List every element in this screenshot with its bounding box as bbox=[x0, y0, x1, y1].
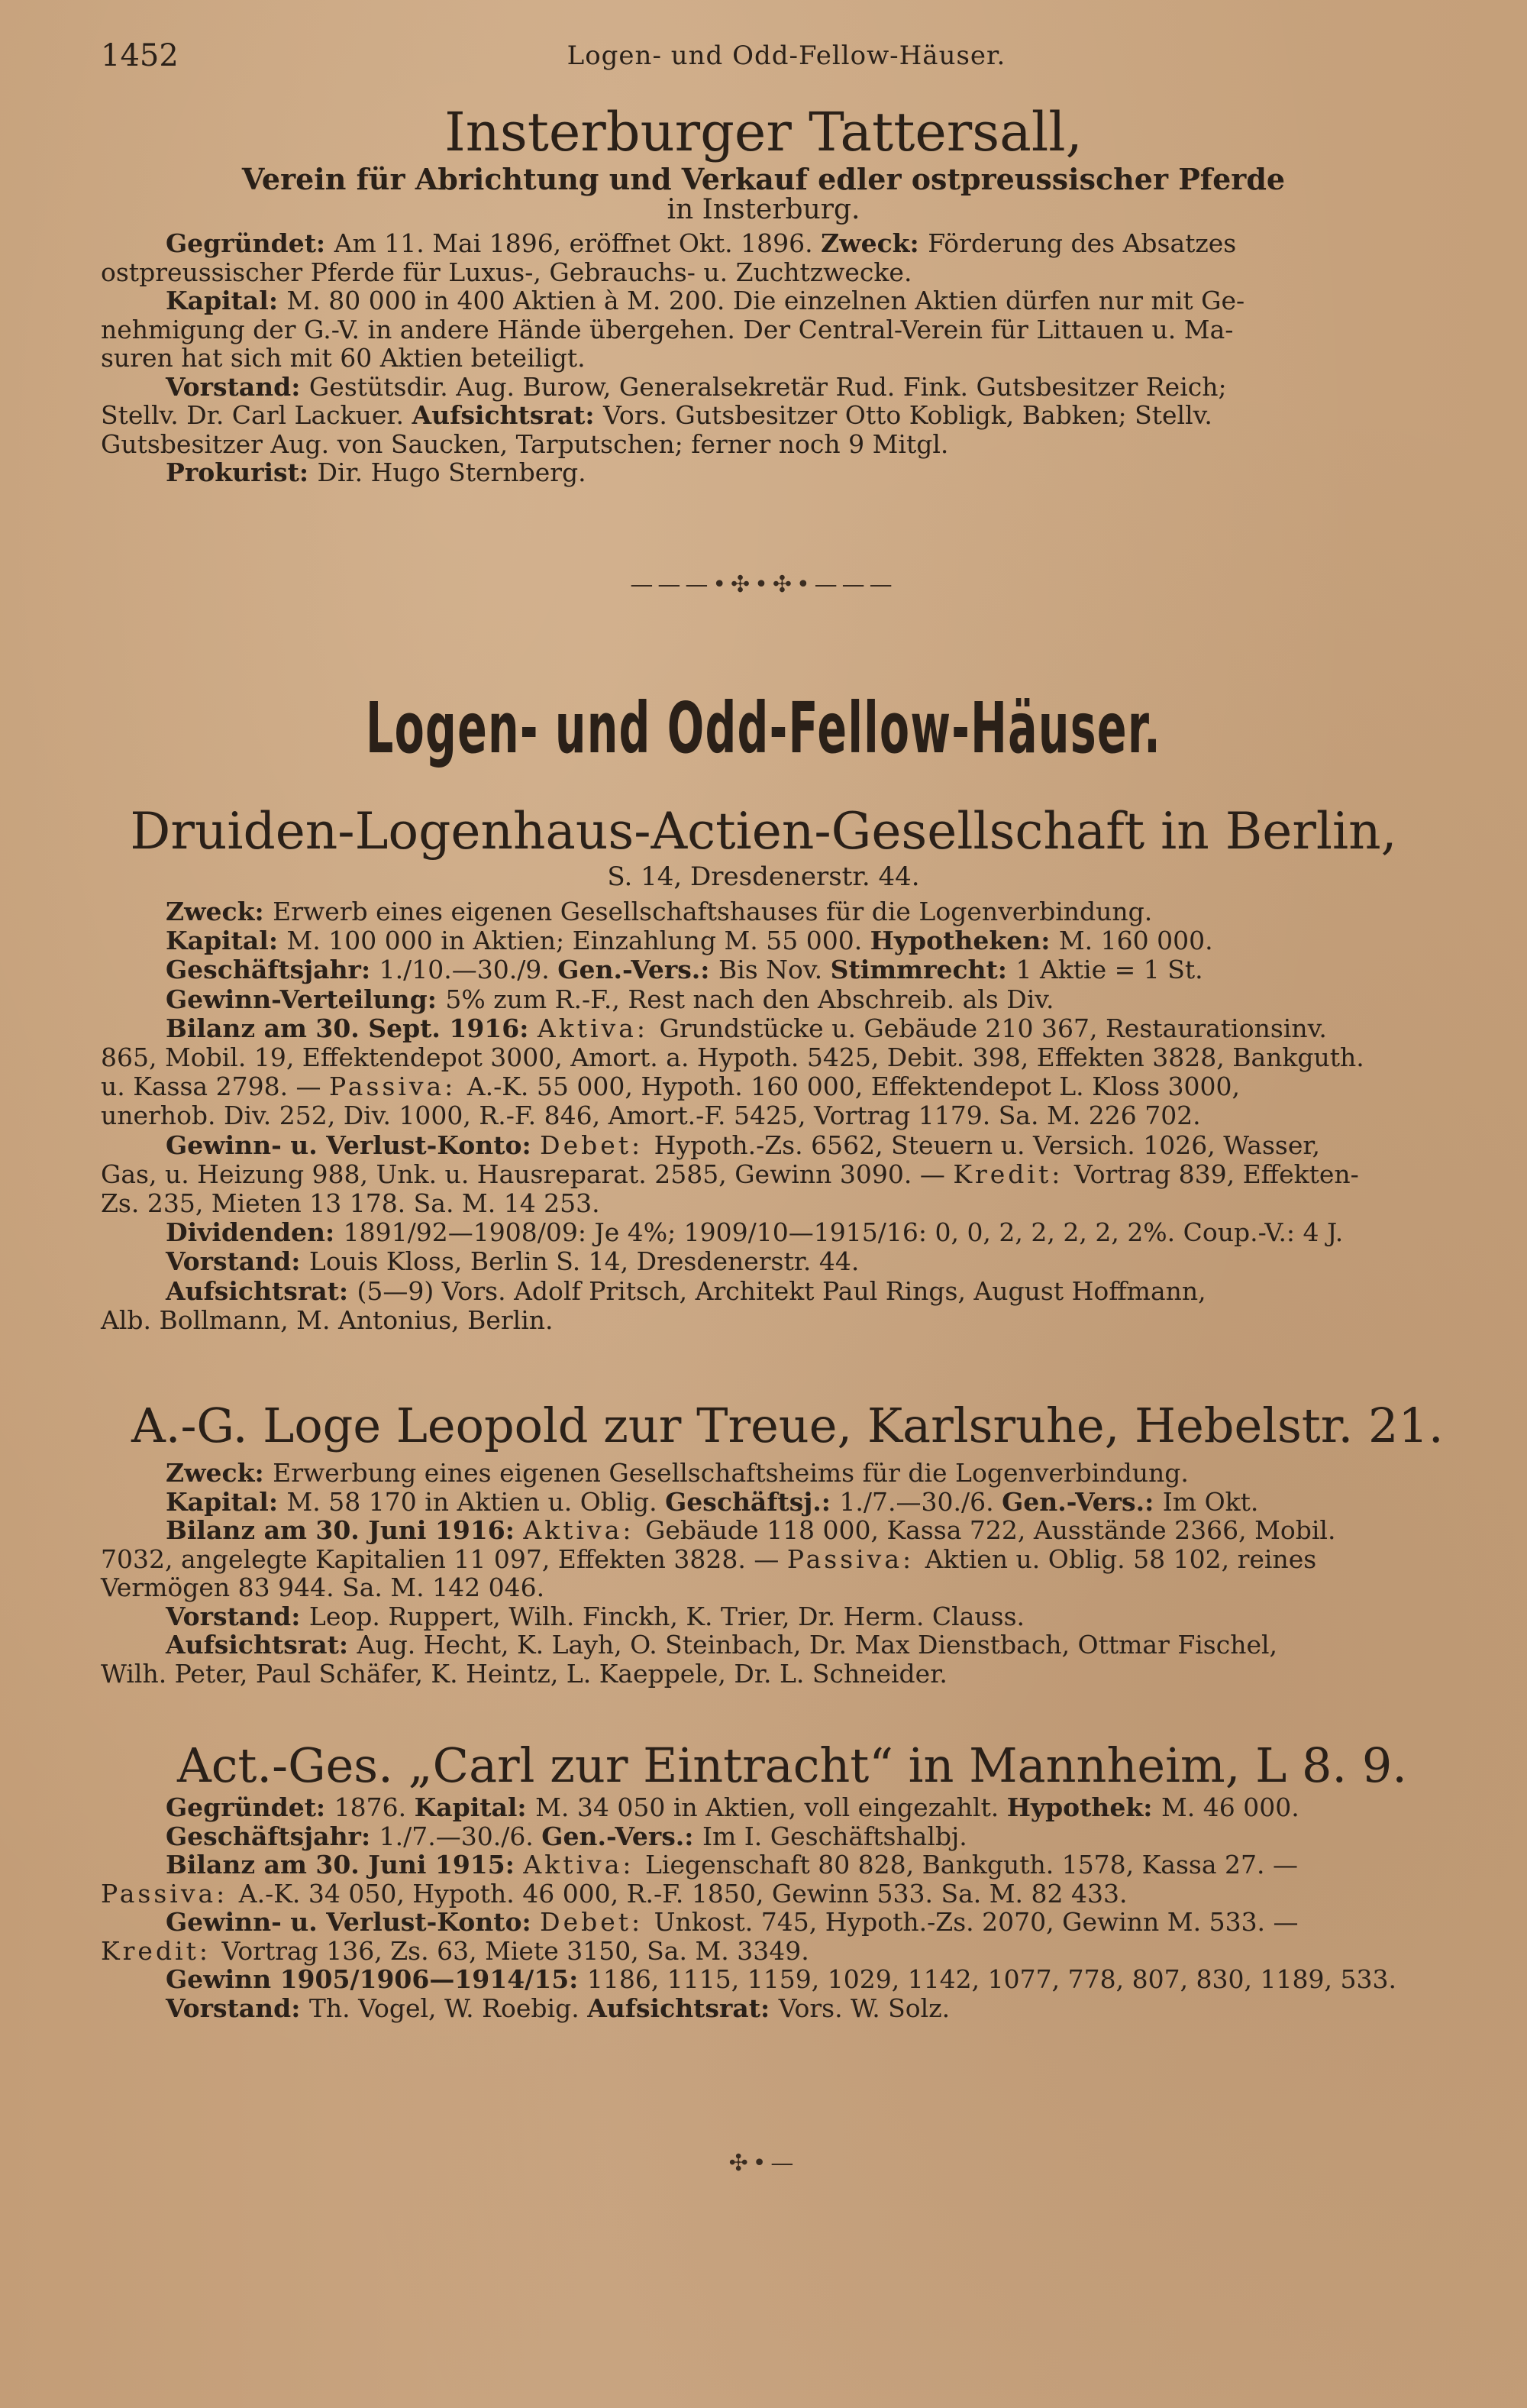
field-label: Gegründet: bbox=[166, 1792, 334, 1822]
text-line bbox=[101, 1072, 1474, 1101]
spaced-label: Aktiva: bbox=[523, 1850, 645, 1880]
field-text: A.-K. 55 000, Hypoth. 160 000, Effektendepot L. Kloss 3000, bbox=[466, 1071, 1241, 1102]
field-label: Aufsichtsrat: bbox=[412, 400, 604, 430]
field-text: Im I. Geschäftshalbj. bbox=[702, 1821, 967, 1851]
text-line bbox=[101, 315, 1474, 344]
field-text: Aug. Hecht, K. Layh, O. Steinbach, Dr. Max Dienstbach, Ottmar Fischel, bbox=[357, 1630, 1278, 1660]
text-line bbox=[101, 1306, 1474, 1335]
field-label: Kapital: bbox=[166, 926, 287, 956]
field-label: Bilanz am 30. Sept. 1916: bbox=[166, 1013, 538, 1043]
field-text: M. 34 050 in Aktien, voll eingezahlt. bbox=[535, 1792, 1007, 1822]
spaced-label: Aktiva: bbox=[523, 1515, 645, 1545]
text-line bbox=[101, 344, 1474, 373]
spaced-label: Kredit: bbox=[101, 1935, 222, 1966]
field-text: Leop. Ruppert, Wilh. Finckh, K. Trier, Dr. Herm. Clauss. bbox=[308, 1601, 1025, 1631]
field-text: Gutsbesitzer Aug. von Saucken, Tarputschen; ferner noch 9 Mitgl. bbox=[101, 428, 949, 459]
field-label: Geschäftsjahr: bbox=[166, 955, 379, 985]
text-line bbox=[101, 1602, 1474, 1631]
field-label: Kapital: bbox=[414, 1792, 536, 1822]
text-line bbox=[101, 1880, 1474, 1909]
text-line bbox=[101, 1488, 1474, 1517]
field-text: Vortrag 136, Zs. 63, Miete 3150, Sa. M. 3349. bbox=[221, 1935, 809, 1966]
field-text: Unkost. 745, Hypoth.-Zs. 2070, Gewinn M. 533. — bbox=[654, 1907, 1299, 1937]
ornament-divider: ———•✣•✣•——— bbox=[630, 571, 897, 598]
field-text: u. Kassa 2798. — bbox=[101, 1071, 330, 1102]
field-text: Liegenschaft 80 828, Bankguth. 1578, Kassa 27. — bbox=[644, 1850, 1298, 1880]
field-text: Bis Nov. bbox=[718, 955, 831, 985]
text-line bbox=[101, 1043, 1474, 1072]
text-line bbox=[101, 926, 1474, 955]
field-label: Bilanz am 30. Juni 1916: bbox=[166, 1515, 524, 1545]
field-text: Th. Vogel, W. Roebig. bbox=[308, 1993, 588, 2023]
field-text: Förderung des Absatzes bbox=[928, 228, 1237, 258]
text-line bbox=[101, 373, 1474, 402]
text-line bbox=[101, 1131, 1474, 1160]
field-text: A.-K. 34 050, Hypoth. 46 000, R.-F. 1850, Gewinn 533. Sa. M. 82 433. bbox=[238, 1878, 1128, 1909]
field-text: Gas, u. Heizung 988, Unk. u. Hausreparat. 2585, Gewinn 3090. — bbox=[101, 1159, 954, 1189]
field-text: M. 160 000. bbox=[1058, 926, 1213, 956]
text-line bbox=[101, 1545, 1474, 1574]
field-text: 5% zum R.-F., Rest nach den Abschreib. als Div. bbox=[445, 984, 1054, 1014]
field-text: Vermögen 83 944. Sa. M. 142 046. bbox=[101, 1572, 545, 1602]
field-label: Stimmrecht: bbox=[830, 955, 1016, 985]
text-line bbox=[101, 1189, 1474, 1218]
text-line bbox=[101, 1994, 1474, 2023]
text-line bbox=[101, 985, 1474, 1014]
field-text: 1876. bbox=[334, 1792, 415, 1822]
entry2-address: S. 14, Dresdenerstr. 44. bbox=[607, 861, 920, 892]
text-line bbox=[101, 1631, 1474, 1660]
field-label: Hypothek: bbox=[1006, 1792, 1161, 1822]
spaced-label: Aktiva: bbox=[537, 1013, 660, 1043]
text-line bbox=[101, 1660, 1474, 1689]
page-number: 1452 bbox=[101, 38, 179, 73]
field-text: 1./7.—30./6. bbox=[379, 1821, 542, 1851]
field-text: Louis Kloss, Berlin S. 14, Dresdenerstr. 44. bbox=[308, 1246, 860, 1277]
field-text: Grundstücke u. Gebäude 210 367, Restaurationsinv. bbox=[659, 1013, 1327, 1043]
field-label: Kapital: bbox=[166, 286, 287, 315]
field-label: Gewinn-Verteilung: bbox=[166, 984, 446, 1014]
text-line bbox=[101, 430, 1474, 459]
text-line bbox=[101, 1965, 1474, 1994]
field-text: Hypoth.-Zs. 6562, Steuern u. Versich. 1026, Wasser, bbox=[654, 1130, 1321, 1160]
field-label: Zweck: bbox=[166, 1458, 273, 1488]
field-text: M. 100 000 in Aktien; Einzahlung M. 55 000. bbox=[286, 926, 870, 956]
field-label: Vorstand: bbox=[166, 371, 309, 402]
field-text: Am 11. Mai 1896, eröffnet Okt. 1896. bbox=[334, 228, 822, 258]
field-text: Im Okt. bbox=[1162, 1486, 1259, 1517]
entry4-title: Act.-Ges. „Carl zur Eintracht“ in Mannheim, L 8. 9. bbox=[177, 1737, 1408, 1793]
field-text: nehmigung der G.-V. in andere Hände übergehen. Der Central-Verein für Littauen u. Ma- bbox=[101, 314, 1234, 344]
field-text: 865, Mobil. 19, Effektendepot 3000, Amort. a. Hypoth. 5425, Debit. 398, Effekten 3828, Bankguth. bbox=[101, 1042, 1364, 1072]
field-label: Bilanz am 30. Juni 1915: bbox=[166, 1850, 524, 1880]
field-label: Zweck: bbox=[821, 228, 928, 258]
field-text: Vortrag 839, Effekten- bbox=[1073, 1159, 1359, 1189]
entry1-location: in Insterburg. bbox=[667, 194, 860, 225]
field-text: Wilh. Peter, Paul Schäfer, K. Heintz, L. Kaeppele, Dr. L. Schneider. bbox=[101, 1658, 948, 1689]
field-label: Vorstand: bbox=[166, 1601, 309, 1631]
field-text: Erwerbung eines eigenen Gesellschaftsheims für die Logenverbindung. bbox=[273, 1458, 1189, 1488]
text-line bbox=[101, 1793, 1474, 1822]
text-line bbox=[101, 1101, 1474, 1130]
text-line bbox=[101, 1908, 1474, 1937]
field-text: 1186, 1115, 1159, 1029, 1142, 1077, 778, 807, 830, 1189, 533. bbox=[586, 1964, 1396, 1994]
field-text: (5—9) Vors. Adolf Pritsch, Architekt Paul Rings, August Hoffmann, bbox=[357, 1275, 1206, 1306]
spaced-label: Kredit: bbox=[953, 1159, 1074, 1189]
text-line bbox=[101, 1218, 1474, 1247]
spaced-label: Passiva: bbox=[101, 1878, 239, 1909]
field-label: Gen.-Vers.: bbox=[557, 955, 718, 985]
text-line bbox=[101, 1459, 1474, 1488]
spaced-label: Passiva: bbox=[786, 1543, 925, 1574]
field-label: Aufsichtsrat: bbox=[587, 1993, 779, 2023]
field-label: Aufsichtsrat: bbox=[166, 1630, 357, 1660]
field-label: Aufsichtsrat: bbox=[166, 1275, 357, 1306]
field-text: Gebäude 118 000, Kassa 722, Ausstände 2366, Mobil. bbox=[644, 1515, 1336, 1545]
ornament-divider-bottom: ✣•— bbox=[728, 2150, 799, 2177]
field-text: Erwerb eines eigenen Gesellschaftshauses für die Logenverbindung. bbox=[273, 897, 1153, 926]
entry2-title: Druiden-Logenhaus-Actien-Gesellschaft in Berlin, bbox=[130, 802, 1397, 861]
spaced-label: Debet: bbox=[540, 1130, 654, 1160]
field-text: Gestütsdir. Aug. Burow, Generalsekretär Rud. Fink. Gutsbesitzer Reich; bbox=[308, 371, 1227, 402]
text-line bbox=[101, 1160, 1474, 1189]
text-line bbox=[101, 1937, 1474, 1966]
field-label: Kapital: bbox=[166, 1486, 287, 1517]
text-line bbox=[101, 401, 1474, 430]
field-text: unerhob. Div. 252, Div. 1000, R.-F. 846, Amort.-F. 5425, Vortrag 1179. Sa. M. 226 702. bbox=[101, 1101, 1201, 1131]
text-line bbox=[101, 1850, 1474, 1880]
field-label: Gewinn- u. Verlust-Konto: bbox=[166, 1130, 541, 1160]
running-head bbox=[101, 37, 1472, 75]
field-text: Stellv. Dr. Carl Lackuer. bbox=[101, 400, 412, 430]
field-label: Gegründet: bbox=[166, 228, 334, 258]
entry3-title: A.-G. Loge Leopold zur Treue, Karlsruhe, Hebelstr. 21. bbox=[131, 1398, 1444, 1453]
field-label: Vorstand: bbox=[166, 1993, 309, 2023]
field-text: Vors. W. Solz. bbox=[778, 1993, 951, 2023]
field-label: Prokurist: bbox=[166, 457, 318, 487]
spaced-label: Debet: bbox=[540, 1907, 654, 1937]
field-text: ostpreussischer Pferde für Luxus-, Gebrauchs- u. Zuchtzwecke. bbox=[101, 257, 912, 287]
field-text: 1 Aktie = 1 St. bbox=[1015, 955, 1203, 985]
field-text: suren hat sich mit 60 Aktien beteiligt. bbox=[101, 343, 586, 373]
entry1-title: Insterburger Tattersall, bbox=[444, 101, 1083, 163]
text-line bbox=[101, 1014, 1474, 1043]
text-line bbox=[101, 1516, 1474, 1545]
field-text: 1891/92—1908/09: Je 4%; 1909/10—1915/16: 0, 0, 2, 2, 2, 2, 2%. Coup.-V.: 4 J. bbox=[343, 1217, 1344, 1248]
text-line bbox=[101, 1247, 1474, 1276]
field-text: Dir. Hugo Sternberg. bbox=[317, 457, 586, 487]
text-line bbox=[101, 1277, 1474, 1306]
field-label: Zweck: bbox=[166, 897, 273, 926]
field-label: Dividenden: bbox=[166, 1217, 344, 1248]
field-text: Alb. Bollmann, M. Antonius, Berlin. bbox=[101, 1304, 554, 1335]
field-label: Vorstand: bbox=[166, 1246, 309, 1277]
field-label: Geschäftsjahr: bbox=[166, 1821, 379, 1851]
spaced-label: Passiva: bbox=[329, 1071, 467, 1102]
field-label: Gen.-Vers.: bbox=[1002, 1486, 1163, 1517]
field-text: 7032, angelegte Kapitalien 11 097, Effekten 3828. — bbox=[101, 1543, 787, 1574]
field-label: Gewinn 1905/1906—1914/15: bbox=[166, 1964, 587, 1994]
section-title: Logen- und Odd-Fellow-Häuser. bbox=[365, 687, 1162, 769]
text-line bbox=[101, 229, 1474, 258]
text-line bbox=[101, 897, 1474, 926]
field-text: 1./7.—30./6. bbox=[839, 1486, 1002, 1517]
field-text: M. 58 170 in Aktien u. Oblig. bbox=[286, 1486, 666, 1517]
field-text: Vors. Gutsbesitzer Otto Kobligk, Babken; Stellv. bbox=[603, 400, 1212, 430]
text-line bbox=[101, 458, 1474, 487]
field-label: Hypotheken: bbox=[870, 926, 1059, 956]
text-line bbox=[101, 1573, 1474, 1602]
field-text: M. 46 000. bbox=[1161, 1792, 1299, 1822]
text-line bbox=[101, 1822, 1474, 1851]
field-text: Aktien u. Oblig. 58 102, reines bbox=[925, 1543, 1317, 1574]
field-text: M. 80 000 in 400 Aktien à M. 200. Die einzelnen Aktien dürfen nur mit Ge- bbox=[286, 286, 1245, 315]
text-line bbox=[101, 258, 1474, 287]
text-line bbox=[101, 286, 1474, 315]
entry1-subtitle: Verein für Abrichtung und Verkauf edler ostpreussischer Pferde bbox=[241, 162, 1286, 196]
field-text: Zs. 235, Mieten 13 178. Sa. M. 14 253. bbox=[101, 1188, 600, 1218]
field-label: Gen.-Vers.: bbox=[541, 1821, 702, 1851]
text-line bbox=[101, 955, 1474, 984]
field-label: Geschäftsj.: bbox=[665, 1486, 840, 1517]
running-title: Logen- und Odd-Fellow-Häuser. bbox=[567, 40, 1006, 71]
field-label: Gewinn- u. Verlust-Konto: bbox=[166, 1907, 541, 1937]
field-text: 1./10.—30./9. bbox=[379, 955, 558, 985]
